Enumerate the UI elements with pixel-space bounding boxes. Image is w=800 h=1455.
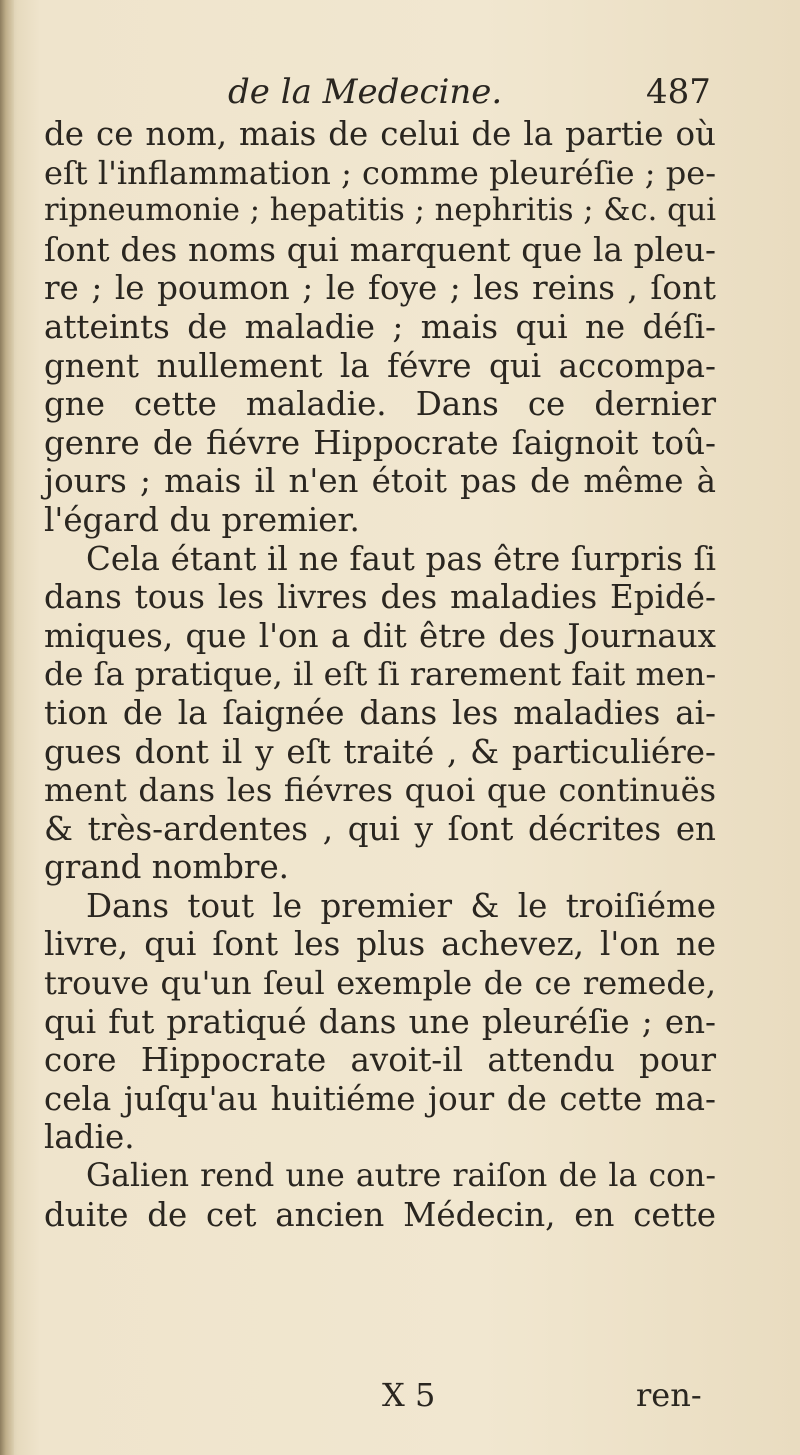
text-line: atteints de maladie ; mais qui ne déſi- [44,307,716,346]
catchword: ren- [636,1376,702,1414]
text-line: re ; le poumon ; le foye ; les reins , ſont [44,269,716,308]
text-line: eſt l'inflammation ; comme pleuréſie ; pe- [44,153,716,192]
text-line: Cela étant il ne faut pas être ſurpris ſi [86,539,716,578]
text-line: gne cette maladie. Dans ce dernier [44,385,716,424]
text-line: ladie. [44,1118,135,1157]
text-line: tion de la ſaignée dans les maladies ai- [44,693,716,732]
text-line: core Hippocrate avoit-il attendu pour [44,1041,716,1080]
text-line: livre, qui ſont les plus achevez, l'on ne [44,925,716,964]
signature-mark: X 5 [382,1376,436,1414]
page-footer [0,1375,800,1419]
text-line: trouve qu'un ſeul exemple de ce remede, [44,964,716,1003]
text-line: Dans tout le premier & le troiſiéme [86,886,716,925]
text-line: qui fut pratiqué dans une pleuréſie ; en- [44,1002,716,1041]
text-line: duite de cet ancien Médecin, en cette [44,1195,716,1234]
text-line: dans tous les livres des maladies Epidé- [44,578,716,617]
text-line: l'égard du premier. [44,500,360,539]
text-line: grand nombre. [44,848,290,887]
body-text [44,115,716,1234]
text-line: & très-ardentes , qui y ſont décrites en [44,809,716,848]
page-gutter [0,0,14,1455]
text-line: gues dont il y eſt traité , & particuliére- [44,732,716,771]
text-line: de ce nom, mais de celui de la partie où [44,115,716,153]
text-line: Galien rend une autre raiſon de la con- [86,1158,716,1195]
text-line: miques, que l'on a dit être des Journaux [44,616,716,655]
text-line: jours ; mais il n'en étoit pas de même à [44,462,716,501]
text-line: ment dans les fiévres quoi que continuës [44,771,716,810]
text-line: de ſa pratique, il eſt ſi rarement fait men- [44,655,717,694]
text-line: genre de fiévre Hippocrate ſaignoit toû- [44,423,716,462]
text-line: ripneumonie ; hepatitis ; nephritis ; &c. qui [44,193,716,229]
page-header [0,66,800,116]
text-line: gnent nullement la févre qui accompa- [44,346,716,385]
text-line: cela juſqu'au huitiéme jour de cette ma- [44,1079,716,1118]
text-line: ſont des noms qui marquent que la pleu- [44,230,716,269]
page-number: 487 [646,72,711,112]
running-title: de la Medecine. [228,72,503,112]
